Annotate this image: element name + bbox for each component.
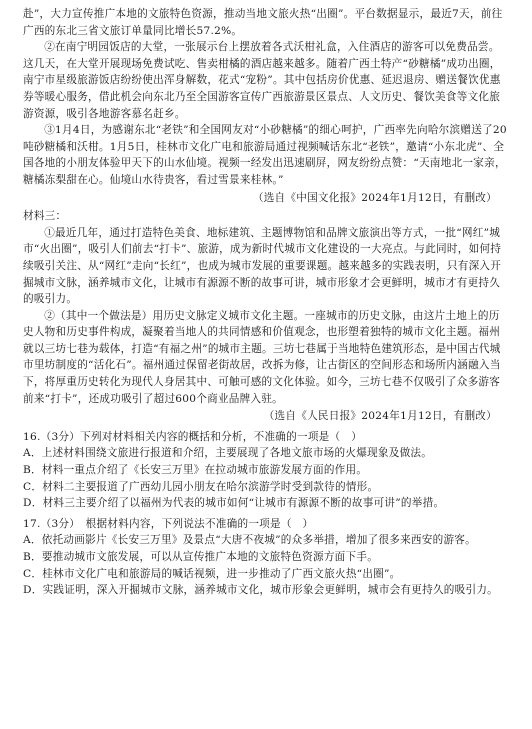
material3-heading: 材料三： — [23, 210, 67, 223]
material3-source: （选自《人民日报》2024年1月12日，有删改） — [263, 410, 497, 423]
question-16-option-c: C．材料二主要报道了广西幼儿园小朋友在哈尔滨游学时受到款待的情形。 — [23, 480, 379, 493]
question-17-option-c: C．桂林市文化广电和旅游局的喊话视频，进一步推动了广西文旅火热“出圈”。 — [23, 567, 401, 580]
question-17-stem: 17.（3分） 根据材料内容，下列说法不准确的一项是（ ） — [23, 517, 314, 530]
question-16-stem: 16.（3分）下列对材料相关内容的概括和分析，不准确的一项是（ ） — [23, 430, 363, 443]
material2-paragraph-1: ②在南宁明园饭店的大堂，一张展示台上摆放着各式沃柑礼盒，入住酒店的游客可以免费品尝。这几天，在大堂开展现场免费试吃、售卖柑橘的酒店越来越多。随着广西土特产“砂糖橘”成功出圈，南宁市星级旅游饭店纷纷使出浑身解数，花式“宠粉”。其中包括房价优惠、延迟退房、赠送餐饮优惠券等暖心服务，借此机会向东北乃至全国游客宣传广西旅游景区景点、人文历史、餐饮美食等文化旅游资源，吸引各地游客慕名赶乡。 — [23, 41, 501, 120]
question-17-option-d: D．实践证明，深入开掘城市文脉，涵养城市文化，城市形象会更鲜明，城市会有更持久的吸引力。 — [23, 584, 499, 597]
material2-paragraph-2: ③1月4日，为感谢东北“老铁”和全国网友对“小砂糖橘”的细心呵护，广西率先向哈尔滨赠送了20吨砂糖橘和沃柑。1月5日，桂林市文化广电和旅游局通过视频喊话东北“老铁”，邀请“小东北虎”、全国各地的小朋友体验甲天下的山水仙境。视频一经发出迅速刷屏，网友纷纷点赞：“天南地北一家亲，糖橘冻梨甜在心。仙境山水待贵客，看过雪景来桂林。” — [23, 124, 507, 186]
material3-paragraph-2: ②（其中一个做法是）用历史文脉定义城市文化主题。一座城市的历史文脉，由这片土地上的历史人物和历史事件构成，凝聚着当地人的共同情感和价值观念，也形塑着独特的城市文化主题。福州就以三坊七巷为载体，打造“有福之州”的城市主题。三坊七巷属于当地特色建筑形态，是中国古代城市里坊制度的“活化石”。福州通过保留老街故居，改拆为修，让古街区的空间形态和场所内涵融入当下，将厚重历史转化为现代人身居其中、可触可感的文化体验。如今，三坊七巷不仅吸引了众多游客前来“打卡”，还成功吸引了超过600个商业品牌入驻。 — [23, 309, 501, 405]
question-16-option-a: A．上述材料围绕文旅进行报道和介绍，主要展现了各地文旅市场的火爆现象及做法。 — [23, 447, 433, 460]
question-17-option-b: B．要推动城市文旅发展，可以从宣传推广本地的文旅特色资源方面下手。 — [23, 551, 379, 563]
material2-paragraph-0: 赴”，大力宣传推广本地的文旅特色资源，推动当地文旅火热“出圈”。平台数据显示，最近7天，前往广西的东北三省文旅订单量同比增长57.2%。 — [23, 8, 503, 37]
question-16-option-b: B．材料一重点介绍了《长安三万里》在拉动城市旅游发展方面的作用。 — [23, 464, 368, 477]
question-17-option-a: A．依托动画影片《长安三万里》及景点“大唐不夜城”的众多举措，增加了很多来西安的游客。 — [23, 534, 476, 547]
material3-paragraph-1: ①最近几年，通过打造特色美食、地标建筑、主题博物馆和品牌文旅演出等方式，一批“网红”城市“火出圈”，吸引人们前去“打卡”、旅游，成为新时代城市文化建设的一大亮点。与此同时，如何持续吸引关注、从“网红”走向“长红”，也成为城市发展的重要课题。越来越多的实践表明，只有深入开掘城市文脉，涵养城市文化，让城市有源源不断的故事可讲，城市形象才会更鲜明，城市才有更持久的吸引力。 — [23, 226, 502, 306]
question-16-option-d: D．材料三主要介绍了以福州为代表的城市如何“让城市有源源不断的故事可讲”的举措。 — [23, 497, 445, 510]
material2-source: （选自《中国文化报》2024年1月12日，有删改） — [252, 191, 497, 204]
